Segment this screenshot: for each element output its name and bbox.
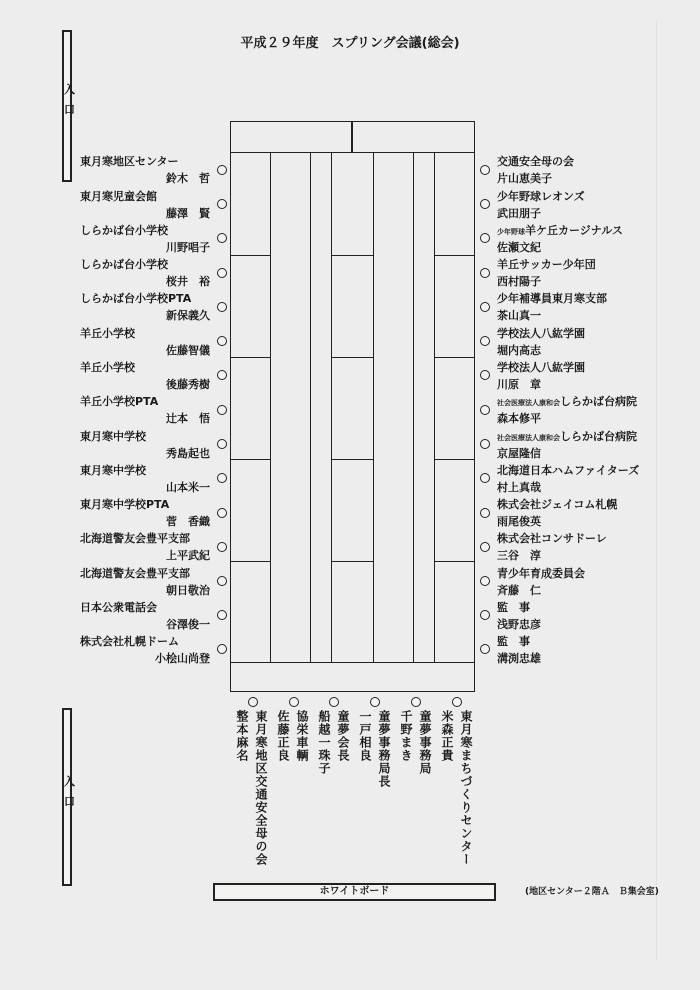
- right-seat-org-prefix: 社会医療法人康和会: [497, 434, 560, 442]
- right-seat-org-text: 羊丘サッカー少年団: [497, 258, 596, 271]
- left-seat-name: 朝日敬治: [166, 584, 210, 597]
- left-seat-org: 日本公衆電話会: [80, 601, 157, 614]
- right-seat-marker: [480, 233, 490, 243]
- left-seat-name: 小桧山尚登: [155, 652, 210, 665]
- right-seat-org: [497, 462, 639, 478]
- right-seat-marker: [480, 302, 490, 312]
- right-seat-org: [497, 599, 530, 615]
- right-seat-name: 森本修平: [497, 412, 541, 425]
- right-seat-org-prefix: 社会医療法人康和会: [497, 399, 560, 407]
- bottom-seat-name: 千野まき: [399, 710, 413, 762]
- bottom-seat-org: 協栄車輌: [295, 710, 309, 762]
- left-seat-marker: [217, 508, 227, 518]
- right-seat-org-text: 学校法人八紘学園: [497, 327, 585, 340]
- table-left-block: [230, 357, 271, 460]
- right-seat-org-text: 監 事: [497, 635, 530, 648]
- left-seat-marker: [217, 439, 227, 449]
- table-center-right: [373, 152, 414, 663]
- left-seat-name: 山本米一: [166, 481, 210, 494]
- right-seat-org-text: 株式会社コンサドーレ: [497, 532, 607, 545]
- right-seat-marker: [480, 610, 490, 620]
- table-head-right: [351, 121, 475, 153]
- right-seat-org: [497, 633, 530, 649]
- left-seat-name: 辻本 悟: [166, 412, 210, 425]
- right-seat-org-text: 北海道日本ハムファイターズ: [497, 464, 640, 477]
- right-seat-org: [497, 428, 637, 444]
- page-title: 平成２９年度 スプリング会議(総会): [240, 36, 460, 51]
- left-seat-marker: [217, 542, 227, 552]
- right-seat-org-text: 学校法人八紘学園: [497, 361, 585, 374]
- entrance-top-char-2: 口: [64, 103, 75, 116]
- left-seat-marker: [217, 576, 227, 586]
- right-seat-org: [497, 290, 607, 306]
- left-seat-marker: [217, 233, 227, 243]
- right-seat-marker: [480, 439, 490, 449]
- background-bleed: [656, 20, 693, 960]
- left-seat-name: 川野唱子: [166, 241, 210, 254]
- table-left-block: [230, 255, 271, 358]
- right-seat-marker: [480, 542, 490, 552]
- right-seat-org: [497, 359, 585, 375]
- right-seat-marker: [480, 165, 490, 175]
- right-seat-org: [497, 188, 585, 204]
- left-seat-name: 新保義久: [166, 309, 210, 322]
- left-seat-name: 鈴木 哲: [166, 172, 210, 185]
- right-seat-org: [497, 496, 617, 512]
- right-seat-name: 溝渕忠雄: [497, 652, 541, 665]
- left-seat-name: 谷澤俊一: [166, 618, 210, 631]
- right-seat-marker: [480, 508, 490, 518]
- right-seat-org-prefix: 少年野球: [497, 228, 525, 236]
- right-seat-org: [497, 530, 607, 546]
- table-right-block: [434, 561, 475, 663]
- right-seat-name: 武田朋子: [497, 207, 541, 220]
- bottom-seat-org: 童夢事務局長: [377, 710, 391, 788]
- right-seat-name: 茶山真一: [497, 309, 541, 322]
- bottom-seat-name: 整本麻名: [235, 710, 249, 762]
- table-right-inner: [413, 152, 435, 663]
- left-seat-org: しらかば台小学校: [80, 258, 168, 271]
- table-left-block: [230, 152, 271, 256]
- table-left-block: [230, 459, 271, 562]
- left-seat-name: 佐藤智儀: [166, 344, 210, 357]
- left-seat-org: 北海道警友会豊平支部: [80, 532, 190, 545]
- right-seat-org: [497, 256, 596, 272]
- right-seat-name: 川原 章: [497, 378, 541, 391]
- table-right-block: [434, 255, 475, 358]
- left-seat-org: 羊丘小学校PTA: [80, 395, 159, 408]
- table-center-left: [331, 152, 374, 256]
- bottom-seat-name: 船越一珠子: [317, 710, 331, 775]
- left-seat-org: 東月寒中学校: [80, 464, 146, 477]
- left-seat-org: 東月寒地区センター: [80, 155, 179, 168]
- entrance-bottom-char-1: 入: [64, 775, 75, 788]
- left-seat-org: しらかば台小学校: [80, 224, 168, 237]
- left-seat-name: 藤澤 賢: [166, 207, 210, 220]
- right-seat-marker: [480, 336, 490, 346]
- bottom-seat-name: 米森正貴: [440, 710, 454, 762]
- table-center-left: [331, 459, 374, 562]
- right-seat-name: 片山恵美子: [497, 172, 552, 185]
- right-seat-marker: [480, 473, 490, 483]
- left-seat-org: 東月寒児童会館: [80, 190, 157, 203]
- bottom-seat-marker: [370, 697, 380, 707]
- left-seat-name: 秀島起也: [166, 447, 210, 460]
- bottom-seat-marker: [248, 697, 258, 707]
- left-seat-marker: [217, 165, 227, 175]
- right-seat-name: 村上真哉: [497, 481, 541, 494]
- right-seat-org: [497, 325, 585, 341]
- left-seat-marker: [217, 199, 227, 209]
- right-seat-marker: [480, 644, 490, 654]
- right-seat-org-text: 羊ケ丘カージナルス: [525, 224, 623, 237]
- left-seat-marker: [217, 405, 227, 415]
- right-seat-name: 斉藤 仁: [497, 584, 541, 597]
- bottom-seat-org: 東月寒地区交通安全母の会: [254, 710, 268, 866]
- left-seat-marker: [217, 302, 227, 312]
- left-seat-org: 北海道警友会豊平支部: [80, 567, 190, 580]
- right-seat-marker: [480, 405, 490, 415]
- right-seat-org-text: 株式会社ジェイコム札幌: [497, 498, 618, 511]
- right-seat-name: 京屋隆信: [497, 447, 541, 460]
- right-seat-org: [497, 565, 585, 581]
- left-seat-marker: [217, 610, 227, 620]
- bottom-seat-marker: [329, 697, 339, 707]
- left-seat-name: 菅 香織: [166, 515, 210, 528]
- right-seat-org-text: 監 事: [497, 601, 530, 614]
- left-seat-org: 東月寒中学校: [80, 430, 146, 443]
- right-seat-name: 浅野忠彦: [497, 618, 541, 631]
- bottom-seat-name: 一戸相良: [358, 710, 372, 762]
- right-seat-marker: [480, 576, 490, 586]
- table-head-left: [230, 121, 353, 153]
- left-seat-marker: [217, 473, 227, 483]
- right-seat-name: 佐瀬文紀: [497, 241, 541, 254]
- bottom-seat-marker: [289, 697, 299, 707]
- left-seat-marker: [217, 268, 227, 278]
- right-seat-org-text: しらかば台病院: [560, 430, 637, 443]
- right-seat-org: [497, 153, 574, 169]
- entrance-bottom: [62, 708, 75, 886]
- right-seat-org-text: 青少年育成委員会: [497, 567, 585, 580]
- right-seat-org: [497, 222, 623, 238]
- right-seat-org-text: しらかば台病院: [560, 395, 637, 408]
- right-seat-name: 雨尾俊英: [497, 515, 541, 528]
- left-seat-org: 東月寒中学校PTA: [80, 498, 170, 511]
- right-seat-name: 西村陽子: [497, 275, 541, 288]
- right-seat-marker: [480, 370, 490, 380]
- bottom-seat-org: 童夢事務局: [418, 710, 432, 775]
- left-seat-org: 羊丘小学校: [80, 327, 135, 340]
- right-seat-name: 三谷 淳: [497, 549, 541, 562]
- table-center-left: [331, 561, 374, 663]
- room-location: (地区センター２階Ａ Ｂ集会室): [525, 887, 659, 897]
- bottom-seat-org: 童夢会長: [336, 710, 350, 762]
- left-seat-marker: [217, 370, 227, 380]
- right-seat-marker: [480, 199, 490, 209]
- left-seat-name: 後藤秀樹: [166, 378, 210, 391]
- whiteboard: ホワイトボード: [213, 883, 496, 901]
- right-seat-org-text: 少年補導員東月寒支部: [497, 292, 607, 305]
- left-seat-marker: [217, 336, 227, 346]
- entrance-bottom-char-2: 口: [64, 795, 75, 808]
- table-left-inner: [270, 152, 311, 663]
- left-seat-org: 羊丘小学校: [80, 361, 135, 374]
- table-center-left: [331, 357, 374, 460]
- table-foot: [230, 662, 475, 692]
- right-seat-org-text: 交通安全母の会: [497, 155, 574, 168]
- left-seat-name: 桜井 裕: [166, 275, 210, 288]
- bottom-seat-org: 東月寒まちづくりセンター: [459, 710, 473, 866]
- left-seat-org: 株式会社札幌ドーム: [80, 635, 179, 648]
- table-center-left: [331, 255, 374, 358]
- entrance-top: [62, 30, 75, 182]
- right-seat-org-text: 少年野球レオンズ: [497, 190, 585, 203]
- right-seat-name: 堀内高志: [497, 344, 541, 357]
- table-right-block: [434, 459, 475, 562]
- entrance-top-char-1: 入: [64, 83, 75, 96]
- table-left-block: [230, 561, 271, 663]
- bottom-seat-marker: [411, 697, 421, 707]
- left-seat-org: しらかば台小学校PTA: [80, 292, 192, 305]
- right-seat-marker: [480, 268, 490, 278]
- table-right-block: [434, 357, 475, 460]
- left-seat-marker: [217, 644, 227, 654]
- bottom-seat-marker: [452, 697, 462, 707]
- table-right-block: [434, 152, 475, 256]
- left-seat-name: 上平武紀: [166, 549, 210, 562]
- bottom-seat-name: 佐藤正良: [276, 710, 290, 762]
- right-seat-org: [497, 393, 637, 409]
